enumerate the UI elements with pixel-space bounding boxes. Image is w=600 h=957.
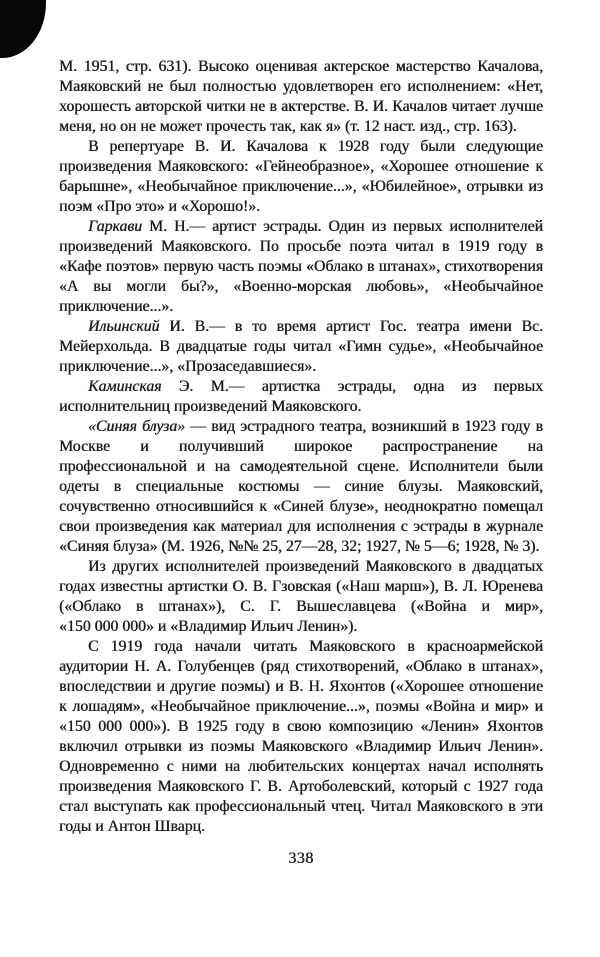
paragraph-sinyaya-bluza (59, 417, 543, 557)
scan-corner-artifact (0, 0, 46, 58)
paragraph-other-performers: Из других исполнителей произведений Маяковского в двадцатых годах известны артистки О. В. Гзовская («Наш марш»), В. Л. Юренева («Облако в штанах»), С. Г. Вышеславцева («Война и мир», «150 000 000» и «Владимир Ильич Ленин»). (59, 558, 543, 635)
paragraph-garkavi (59, 217, 543, 317)
page-number: 338 (288, 850, 314, 867)
entry-name-sinyaya-bluza: «Синяя блуза» (88, 418, 185, 435)
paragraph-red-army-readers: С 1919 года начали читать Маяковского в красноармейской аудитории Н. А. Голубенцев (ряд стихотворений, «Облако в штанах», впоследствии и другие поэмы) и В. Н. Яхонтов («Хорошее отношение к лошадям», «Необычайное приключение...», поэмы «Война и мир» и «150 000 000»). В 1925 году в свою композицию «Ленин» Яхонтов включил отрывки из поэмы Маяковского «Владимир Ильич Ленин». Одновременно с ними на любительских концертах начал исполнять произведения Маяковского Г. В. Артоболевский, который с 1927 года стал выступать как профессиональный чтец. Читал Маяковского в эти годы и Антон Шварц. (59, 638, 543, 835)
paragraph-kachalov: М. 1951, стр. 631). Высоко оценивая актерское мастерство Качалова, Маяковский не был полностью удовлетворен его исполнением: «Нет, хорошесть авторской читки не в актерстве. В. И. Качалов читает лучше меня, но он не может прочесть так, как я» (т. 12 наст. изд., стр. 163). (59, 58, 543, 135)
paragraph-kaminskaya (59, 377, 543, 417)
entry-name-kaminskaya: Каминская (88, 378, 162, 395)
entry-name-garkavi: Гаркави (88, 218, 143, 235)
paragraph-kaminskaya-text: Э. М.— артистка эстрады, одна из первых исполнительниц произведений Маяковского. (59, 378, 543, 415)
paragraph-repertoire: В репертуаре В. И. Качалова к 1928 году были следующие произведения Маяковского: «Гейнеобразное», «Хорошее отношение к барышне», «Необычайное приключение...», «Юбилейное», отрывки из поэм «Про это» и «Хорошо!». (59, 138, 543, 215)
paragraph-sinyaya-bluza-text: — вид эстрадного театра, возникший в 1923 году в Москве и получивший широкое распространение на профессиональной и на самодеятельной сцене. Исполнители были одеты в специальные костюмы — синие блузы. Маяковский, сочувственно относившийся к «Синей блузе», неоднократно помещал свои произведения как материал для исполнения с эстрады в журнале «Синяя блуза» (М. 1926, №№ 25, 27—28, 32; 1927, № 5—6; 1928, № 3). (59, 418, 543, 555)
text-block (59, 57, 543, 837)
entry-name-ilyinsky: Ильинский (88, 318, 160, 335)
paragraph-ilyinsky-text: И. В.— в то время артист Гос. театра имени Вс. Мейерхольда. В двадцатые годы читал «Гимн судье», «Необычайное приключение...», «Прозаседавшиеся». (59, 318, 543, 375)
paragraph-garkavi-text: М. Н.— артист эстрады. Один из первых исполнителей произведений Маяковского. По просьбе поэта читал в 1919 году в «Кафе поэтов» первую часть поэмы «Облако в штанах», стихотворения «А вы могли бы?», «Военно-морская любовь», «Необычайное приключение...». (59, 218, 543, 315)
paragraph-ilyinsky (59, 317, 543, 377)
